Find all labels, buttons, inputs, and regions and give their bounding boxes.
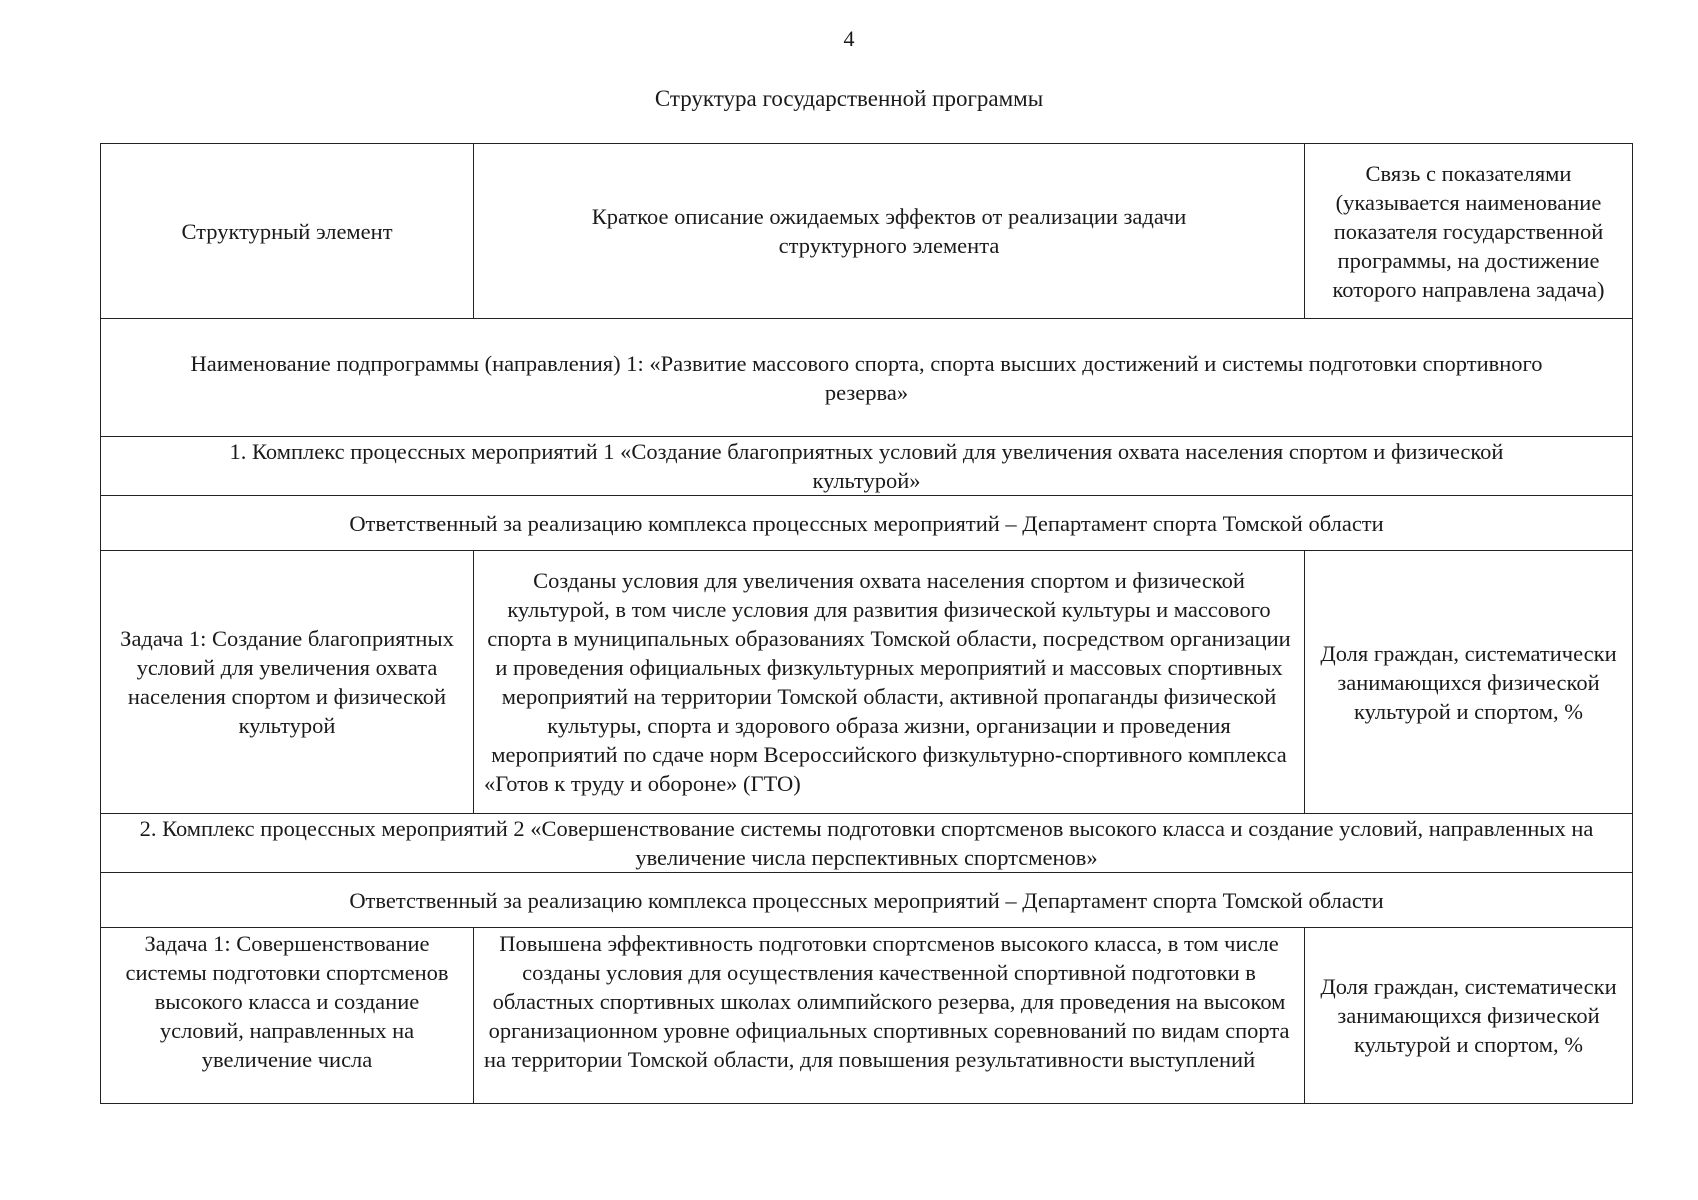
header-indicator-link: Связь с показателями (указывается наименование показателя государственной программы, на достижение которого направлена задача)	[1305, 144, 1633, 319]
complex-row	[101, 814, 1633, 873]
header-expected-effects: Краткое описание ожидаемых эффектов от реализации задачи структурного элемента	[474, 144, 1305, 319]
task-row	[101, 928, 1633, 1104]
program-structure-table	[100, 143, 1633, 1104]
complex2-task-description-text: Повышена эффективность подготовки спортсменов высокого класса, в том числе созданы условия для осуществления качественной спортивной подготовки в областных спортивных школах олимпийского резерва, для проведения на высоком организационном уровне официальных спортивных соревнований по видам спорта на территории Томской области, для повышения результативности выступлений	[484, 930, 1290, 1072]
complex2-task-indicator: Доля граждан, систематически занимающихся физической культурой и спортом, %	[1305, 928, 1633, 1104]
responsible-row	[101, 873, 1633, 928]
document-title: Структура государственной программы	[654, 86, 1044, 111]
complex2-task-name-text: Задача 1: Совершенствование системы подготовки спортсменов высокого класса и создание условий, направленных на увеличение числа	[125, 930, 449, 1072]
complex2-task-name	[101, 928, 474, 1104]
complex1-task-indicator: Доля граждан, систематически занимающихся физической культурой и спортом, %	[1305, 551, 1633, 814]
task-row	[101, 551, 1633, 814]
responsible-row	[101, 496, 1633, 551]
page-number: 4	[843, 26, 855, 51]
complex-row	[101, 437, 1633, 496]
table-header-row	[101, 144, 1633, 319]
complex1-task-name: Задача 1: Создание благоприятных условий для увеличения охвата населения спортом и физической культурой	[101, 551, 474, 814]
header-structural-element: Структурный элемент	[101, 144, 474, 319]
complex1-responsible: Ответственный за реализацию комплекса процессных мероприятий – Департамент спорта Томской области	[101, 496, 1633, 551]
complex2-responsible: Ответственный за реализацию комплекса процессных мероприятий – Департамент спорта Томской области	[101, 873, 1633, 928]
complex1-title: 1. Комплекс процессных мероприятий 1 «Создание благоприятных условий для увеличения охвата населения спортом и физической культурой»	[101, 437, 1633, 496]
complex2-title: 2. Комплекс процессных мероприятий 2 «Совершенствование системы подготовки спортсменов высокого класса и создание условий, направленных на увеличение числа перспективных спортсменов»	[101, 814, 1633, 873]
subprogram-title: Наименование подпрограммы (направления) 1: «Развитие массового спорта, спорта высших достижений и системы подготовки спортивного резерва»	[101, 319, 1633, 437]
complex2-task-description	[474, 928, 1305, 1104]
complex1-task-description: Созданы условия для увеличения охвата населения спортом и физической культурой, в том числе условия для развития физической культуры и массового спорта в муниципальных образованиях Томской области, посредством организации и проведения официальных физкультурных мероприятий и массовых спортивных мероприятий на территории Томской области, активной пропаганды физической культуры, спорта и здорового образа жизни, организации и проведения мероприятий по сдаче норм Всероссийского физкультурно-спортивного комплекса «Готов к труду и обороне» (ГТО)	[474, 551, 1305, 814]
subprogram-row	[101, 319, 1633, 437]
